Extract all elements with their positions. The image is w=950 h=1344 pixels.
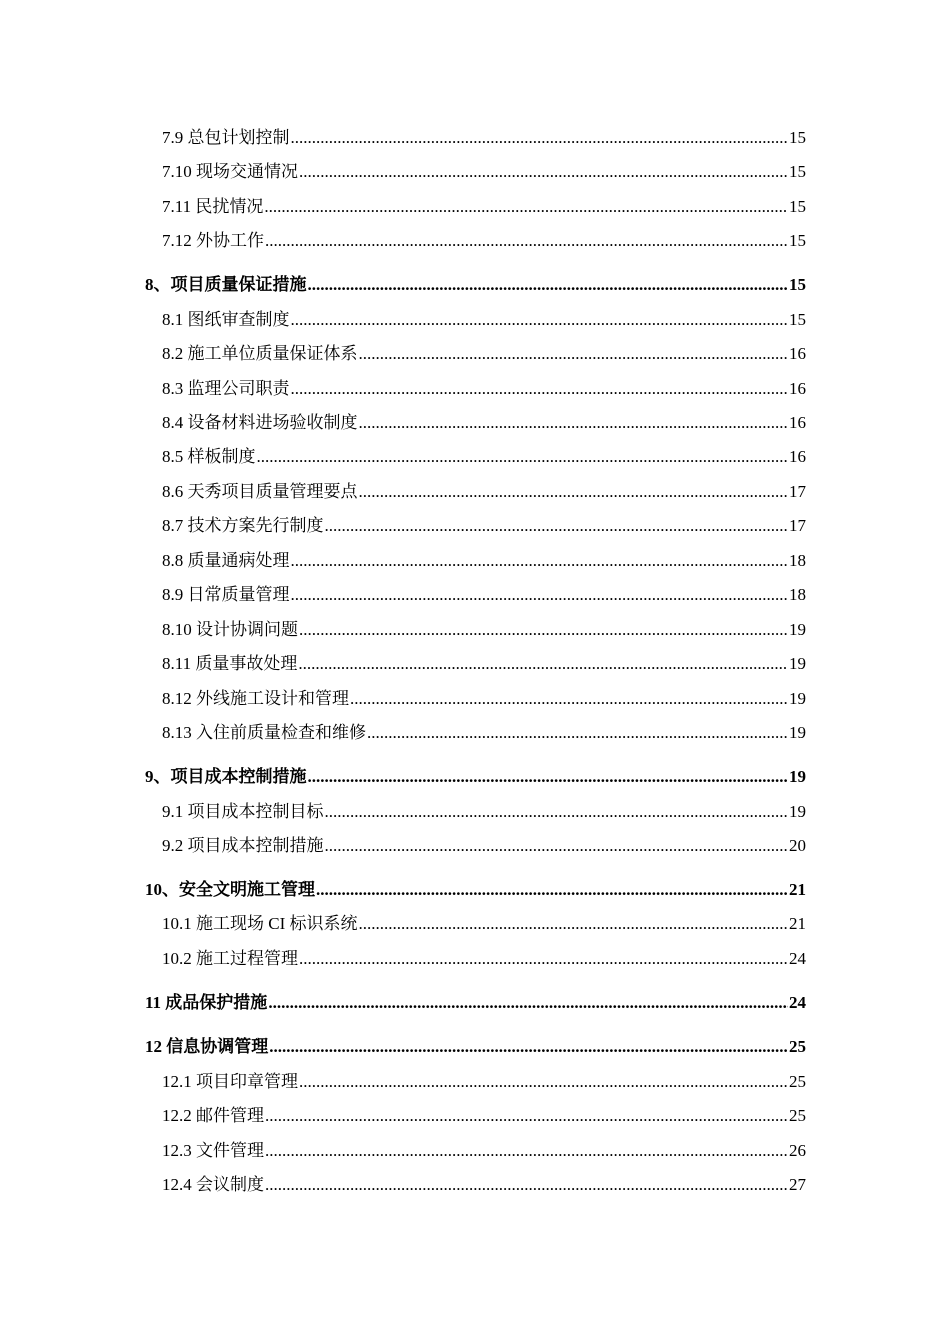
toc-entry-label: 8.13 入住前质量检查和维修 [162, 723, 366, 742]
toc-entry-label: 8.9 日常质量管理 [162, 585, 290, 604]
toc-entry-page: 19 [789, 723, 806, 742]
toc-section-heading[interactable] [145, 764, 806, 790]
toc-entry-page: 16 [789, 344, 806, 363]
toc-entry-page: 20 [789, 836, 806, 855]
toc-entry-page: 21 [789, 880, 806, 899]
toc-entry-page: 19 [789, 689, 806, 708]
toc-entry-page: 24 [789, 993, 806, 1012]
toc-entry[interactable] [162, 228, 806, 254]
toc-leader [359, 479, 789, 505]
toc-entry-label: 9、项目成本控制措施 [145, 767, 307, 786]
toc-leader [291, 582, 789, 608]
toc-entry-page: 18 [789, 551, 806, 570]
toc-entry-page: 18 [789, 585, 806, 604]
toc-entry-label: 10.2 施工过程管理 [162, 949, 298, 968]
toc-leader [359, 911, 789, 937]
toc-leader [265, 228, 788, 254]
toc-entry[interactable] [162, 159, 806, 185]
toc-leader [257, 444, 789, 470]
toc-entry-page: 25 [789, 1072, 806, 1091]
toc-leader [265, 1172, 788, 1198]
toc-entry-label: 7.10 现场交通情况 [162, 162, 298, 181]
toc-entry-page: 17 [789, 516, 806, 535]
toc-entry-label: 8.10 设计协调问题 [162, 620, 298, 639]
toc-leader [291, 548, 789, 574]
toc-entry-page: 17 [789, 482, 806, 501]
toc-entry-label: 12.2 邮件管理 [162, 1106, 264, 1125]
toc-entry-page: 27 [789, 1175, 806, 1194]
toc-entry-label: 8.11 质量事故处理 [162, 654, 298, 673]
toc-entry-label: 8.12 外线施工设计和管理 [162, 689, 349, 708]
toc-entry-label: 8、项目质量保证措施 [145, 275, 307, 294]
toc-entry-page: 19 [789, 767, 806, 786]
toc-entry-page: 15 [789, 128, 806, 147]
toc-entry-label: 12.3 文件管理 [162, 1141, 264, 1160]
toc-entry-label: 8.6 天秀项目质量管理要点 [162, 482, 358, 501]
toc-entry-label: 12.4 会议制度 [162, 1175, 264, 1194]
toc-leader [291, 125, 789, 151]
toc-entry[interactable] [162, 1069, 806, 1095]
toc-entry-page: 15 [789, 275, 806, 294]
toc-entry-label: 9.2 项目成本控制措施 [162, 836, 324, 855]
toc-leader [325, 833, 789, 859]
toc-entry-label: 7.11 民扰情况 [162, 197, 264, 216]
toc-section-heading[interactable] [145, 877, 806, 903]
toc-leader [268, 990, 788, 1016]
toc-entry-label: 8.4 设备材料进场验收制度 [162, 413, 358, 432]
toc-entry[interactable] [162, 376, 806, 402]
toc-leader [265, 1103, 788, 1129]
toc-entry[interactable] [162, 1172, 806, 1198]
toc-entry[interactable] [162, 479, 806, 505]
toc-entry-page: 21 [789, 914, 806, 933]
toc-entry-label: 10、安全文明施工管理 [145, 880, 315, 899]
toc-leader [264, 194, 788, 220]
toc-leader [299, 159, 788, 185]
toc-entry-page: 15 [789, 231, 806, 250]
toc-entry[interactable] [162, 799, 806, 825]
toc-entry-page: 15 [789, 310, 806, 329]
toc-entry[interactable] [162, 833, 806, 859]
toc-entry[interactable] [162, 582, 806, 608]
toc-entry-page: 19 [789, 654, 806, 673]
toc-leader [291, 376, 789, 402]
toc-entry-page: 16 [789, 379, 806, 398]
toc-entry-page: 15 [789, 162, 806, 181]
toc-entry-label: 11 成品保护措施 [145, 993, 268, 1012]
toc-entry[interactable] [162, 720, 806, 746]
toc-entry[interactable] [162, 341, 806, 367]
toc-entry[interactable] [162, 911, 806, 937]
toc-section-heading[interactable] [145, 990, 806, 1016]
toc-entry[interactable] [162, 1138, 806, 1164]
toc-entry[interactable] [162, 194, 806, 220]
toc-entry-label: 12 信息协调管理 [145, 1037, 269, 1056]
toc-entry[interactable] [162, 548, 806, 574]
toc-entry-page: 15 [789, 197, 806, 216]
toc-entry[interactable] [162, 307, 806, 333]
toc-entry-page: 16 [789, 447, 806, 466]
toc-leader [359, 410, 789, 436]
toc-leader [367, 720, 788, 746]
toc-leader [265, 1138, 788, 1164]
toc-entry-label: 8.2 施工单位质量保证体系 [162, 344, 358, 363]
toc-leader [298, 651, 788, 677]
toc-entry[interactable] [162, 444, 806, 470]
toc-entry-page: 25 [789, 1106, 806, 1125]
toc-entry[interactable] [162, 686, 806, 712]
toc-entry-page: 26 [789, 1141, 806, 1160]
toc-entry-page: 19 [789, 620, 806, 639]
toc-entry-label: 12.1 项目印章管理 [162, 1072, 298, 1091]
toc-entry-page: 19 [789, 802, 806, 821]
toc-entry-label: 8.8 质量通病处理 [162, 551, 290, 570]
toc-leader [308, 272, 789, 298]
toc-leader [269, 1034, 788, 1060]
toc-leader [308, 764, 789, 790]
toc-entry-label: 8.7 技术方案先行制度 [162, 516, 324, 535]
toc-entry[interactable] [162, 1103, 806, 1129]
toc-entry[interactable] [162, 125, 806, 151]
toc-entry[interactable] [162, 651, 806, 677]
toc-leader [299, 946, 788, 972]
toc-leader [350, 686, 788, 712]
toc-section-heading[interactable] [145, 1034, 806, 1060]
toc-leader [299, 617, 788, 643]
toc-entry-label: 8.1 图纸审查制度 [162, 310, 290, 329]
toc-entry-label: 7.9 总包计划控制 [162, 128, 290, 147]
toc-entry-label: 8.5 样板制度 [162, 447, 256, 466]
toc-leader [325, 799, 789, 825]
toc-entry-page: 16 [789, 413, 806, 432]
toc-entry[interactable] [162, 946, 806, 972]
toc-entry-label: 8.3 监理公司职责 [162, 379, 290, 398]
toc-entry-label: 9.1 项目成本控制目标 [162, 802, 324, 821]
toc-section-heading[interactable] [145, 272, 806, 298]
toc-leader [316, 877, 788, 903]
toc-entry-label: 7.12 外协工作 [162, 231, 264, 250]
toc-entry[interactable] [162, 410, 806, 436]
toc-leader [299, 1069, 788, 1095]
toc-entry[interactable] [162, 513, 806, 539]
toc-entry[interactable] [162, 617, 806, 643]
toc-entry-label: 10.1 施工现场 CI 标识系统 [162, 914, 358, 933]
toc-leader [325, 513, 789, 539]
toc-entry-page: 24 [789, 949, 806, 968]
toc-entry-page: 25 [789, 1037, 806, 1056]
toc-leader [291, 307, 789, 333]
toc-leader [359, 341, 789, 367]
